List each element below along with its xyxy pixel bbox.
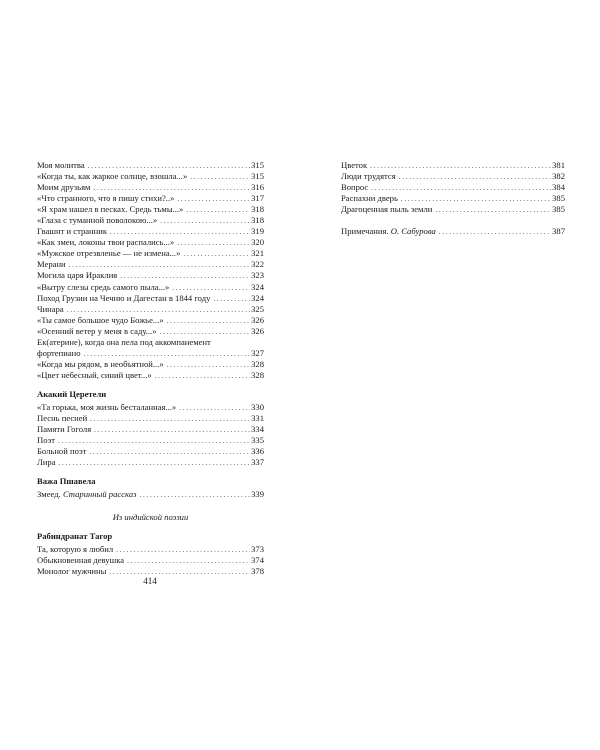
toc-entry-page: 328 — [251, 369, 264, 380]
spacer — [341, 215, 565, 226]
toc-group-tagore-continued — [341, 160, 565, 215]
toc-entry — [341, 204, 565, 215]
toc-entry — [37, 160, 264, 171]
toc-group-tsereteli — [37, 402, 264, 468]
toc-entry-notes — [341, 226, 565, 237]
toc-entry-title: «Цвет небесный, синий цвет...» — [37, 369, 152, 380]
toc-entry-page: 323 — [251, 270, 264, 281]
toc-entry — [341, 171, 565, 182]
dot-leader — [89, 447, 250, 458]
toc-entry — [37, 348, 264, 359]
toc-entry — [37, 413, 264, 424]
toc-entry-title: «Как змеи, локоны твои распались...» — [37, 237, 175, 248]
dot-leader — [58, 436, 250, 447]
toc-group-baratashvili — [37, 160, 264, 337]
toc-entry-page: 337 — [251, 457, 264, 468]
toc-entry-title: Поэт — [37, 435, 56, 446]
toc-entry-page: 385 — [552, 193, 565, 204]
toc-entry-page: 339 — [251, 489, 264, 500]
toc-entry-page: 319 — [251, 226, 264, 237]
dot-leader — [370, 161, 551, 172]
toc-entry-title: «Когда мы рядом, в необъятной...» — [37, 358, 164, 369]
toc-entry-title-plain: Змеед. — [37, 489, 61, 500]
toc-entry-title: Памяти Гоголя — [37, 424, 92, 435]
toc-entry-title: Могила царя Ираклия — [37, 270, 118, 281]
toc-group-tagore — [37, 544, 264, 577]
toc-entry-page: 320 — [251, 237, 264, 248]
toc-entry — [37, 489, 264, 500]
author-heading-tagore: Рабиндранат Тагор — [37, 531, 113, 542]
toc-entry-title: «Осенний ветер у меня в саду...» — [37, 325, 157, 336]
toc-entry — [37, 293, 264, 304]
toc-entry-page: 381 — [552, 160, 565, 170]
dot-leader — [127, 556, 250, 567]
toc-right-column — [341, 160, 565, 237]
toc-entry — [37, 182, 264, 193]
toc-entry-title-italic: О. Сабурова — [390, 226, 436, 237]
toc-entry — [37, 171, 264, 182]
toc-entry-title: Цветок — [341, 160, 368, 170]
toc-entry-title: Монолог мужчины — [37, 566, 107, 577]
toc-entry-page: 374 — [251, 555, 264, 566]
toc-entry — [37, 435, 264, 446]
dot-leader — [399, 172, 551, 183]
toc-entry-title: Та, которую я любил — [37, 544, 114, 555]
author-heading-tsereteli: Акакий Церетели — [37, 388, 107, 399]
toc-entry-page: 336 — [251, 446, 264, 457]
toc-entry-page: 324 — [251, 281, 264, 292]
toc-entry — [37, 270, 264, 281]
toc-entry-title: «Вытру слезы средь самого пыла...» — [37, 281, 170, 292]
toc-entry-title: Драгоценная пыль земли — [341, 204, 433, 215]
toc-entry-title: «Я храм нашел в песках. Средь тьмы...» — [37, 204, 184, 215]
toc-entry-title: Мерани — [37, 259, 66, 270]
toc-entry-title: «Та горька, моя жизнь бесталанная...» — [37, 401, 177, 412]
toc-entry-page: 322 — [251, 259, 264, 270]
dot-leader — [155, 371, 250, 382]
toc-entry-title: Моя молитва — [37, 160, 85, 170]
dot-leader — [183, 249, 250, 260]
toc-entry-title: Моим друзьям — [37, 182, 91, 193]
toc-entry-page: 318 — [251, 204, 264, 215]
toc-entry-page: 384 — [552, 182, 565, 193]
toc-entry-title: «Глаза с туманной поволокою...» — [37, 215, 158, 226]
dot-leader — [190, 172, 250, 183]
toc-entry-title: Гвашнт и странник — [37, 226, 108, 237]
toc-entry-title — [37, 489, 136, 500]
toc-entry-title: Вопрос — [341, 182, 369, 193]
toc-entry — [37, 359, 264, 370]
dot-leader — [177, 238, 250, 249]
dot-leader — [186, 205, 250, 216]
dot-leader — [167, 316, 250, 327]
toc-entry-page: 334 — [251, 424, 264, 435]
toc-entry — [37, 259, 264, 270]
toc-entry-page: 335 — [251, 435, 264, 446]
dot-leader — [177, 194, 250, 205]
toc-entry-title: «Что странного, что я пишу стихи?..» — [37, 193, 175, 204]
author-heading-pshavela: Важа Пшавела — [37, 476, 96, 487]
toc-entry-title: Чинара — [37, 303, 64, 314]
toc-entry-page: 318 — [251, 215, 264, 226]
toc-entry — [37, 555, 264, 566]
toc-entry-title-plain: Примечания. — [341, 226, 389, 237]
toc-entry — [37, 315, 264, 326]
dot-leader — [371, 183, 551, 194]
toc-entry-title: Распахни дверь — [341, 193, 398, 204]
toc-entry — [37, 304, 264, 315]
toc-entry — [37, 193, 264, 204]
toc-entry-page: 327 — [251, 347, 264, 358]
toc-left-column — [37, 160, 264, 577]
toc-entry — [341, 193, 565, 204]
toc-entry-page: 328 — [251, 358, 264, 369]
dot-leader — [90, 414, 250, 425]
toc-entry — [37, 204, 264, 215]
toc-entry-title: Ек(атерине), когда она пела под аккомпанемент — [37, 336, 211, 347]
toc-entry — [341, 160, 565, 171]
toc-entry-title — [341, 226, 436, 237]
toc-entry-page: 326 — [251, 314, 264, 325]
toc-entry — [37, 446, 264, 457]
dot-leader — [139, 490, 250, 501]
toc-entry — [37, 248, 264, 259]
toc-entry-line — [37, 337, 264, 348]
toc-entry-title-italic: Старинный рассказ — [62, 489, 137, 500]
toc-entry-page: 324 — [251, 292, 264, 303]
dot-leader — [160, 216, 250, 227]
toc-group-tail — [37, 359, 264, 381]
toc-entry-title: «Мужское отрезвленье — не измена...» — [37, 248, 181, 259]
toc-entry-page: 385 — [552, 204, 565, 215]
dot-leader — [94, 425, 250, 436]
toc-entry-page: 316 — [251, 182, 264, 193]
dot-leader — [116, 545, 250, 556]
toc-entry-page: 378 — [251, 566, 264, 577]
toc-entry — [37, 370, 264, 381]
toc-entry-title: Поход Грузии на Чечню и Дагестан в 1844 году — [37, 292, 211, 303]
dot-leader — [213, 294, 250, 305]
toc-entry-page: 317 — [251, 193, 264, 204]
toc-entry-page: 325 — [251, 303, 264, 314]
toc-entry — [341, 182, 565, 193]
toc-entry — [37, 237, 264, 248]
dot-leader — [439, 227, 551, 238]
toc-entry-title: «Когда ты, как жаркое солнце, взошла...» — [37, 171, 188, 182]
toc-entry-title: Люди трудятся — [341, 171, 396, 182]
toc-entry-page: 326 — [251, 325, 264, 336]
toc-entry-title: фортепиано — [37, 347, 81, 358]
section-heading-indian-poetry: Из индийской поэзии — [112, 512, 189, 523]
toc-entry-title: Лира — [37, 457, 56, 468]
toc-entry — [37, 402, 264, 413]
toc-entry-page: 330 — [251, 401, 264, 412]
toc-entry — [37, 326, 264, 337]
toc-entry — [37, 226, 264, 237]
dot-leader — [179, 403, 250, 414]
toc-entry-title: «Ты самое большое чудо Божье...» — [37, 314, 164, 325]
toc-entry-page: 387 — [552, 226, 565, 237]
toc-entry-page: 382 — [552, 171, 565, 182]
toc-entry-page: 373 — [251, 544, 264, 555]
toc-entry-page: 315 — [251, 171, 264, 182]
page-number: 414 — [143, 576, 157, 586]
toc-entry-page: 331 — [251, 412, 264, 423]
toc-entry-page: 315 — [251, 160, 264, 170]
toc-entry — [37, 544, 264, 555]
toc-entry — [37, 282, 264, 293]
toc-entry — [37, 457, 264, 468]
toc-entry-page: 321 — [251, 248, 264, 259]
toc-entry-title: Больной поэт — [37, 446, 87, 457]
toc-entry-title: Обыкновенная девушка — [37, 555, 125, 566]
toc-entry — [37, 424, 264, 435]
toc-entry-title: Песнь песней — [37, 412, 88, 423]
dot-leader — [435, 205, 551, 216]
dot-leader — [59, 458, 251, 469]
dot-leader — [167, 360, 250, 371]
toc-entry — [37, 215, 264, 226]
